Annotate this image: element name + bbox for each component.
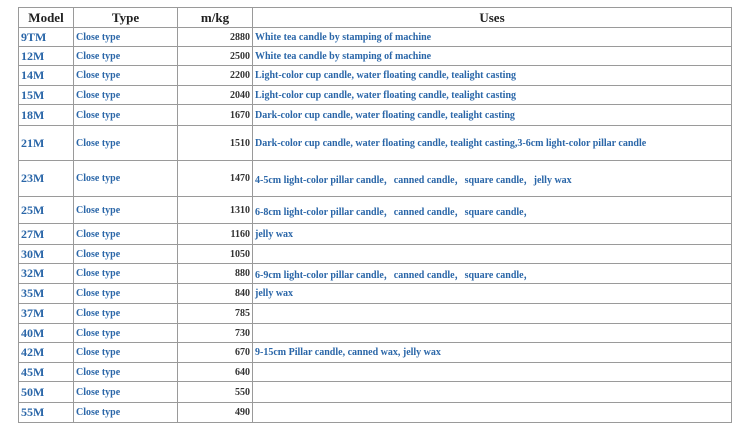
- table-row: [19, 126, 732, 161]
- type-cell: Close type: [74, 382, 178, 403]
- mkg-cell: 1310: [178, 197, 253, 224]
- table-row: [19, 284, 732, 304]
- mkg-cell: 490: [178, 403, 253, 423]
- mkg-cell: 2880: [178, 28, 253, 47]
- mkg-cell: 1470: [178, 161, 253, 197]
- type-cell: Close type: [74, 28, 178, 47]
- mkg-cell: 785: [178, 304, 253, 324]
- table-row: [19, 105, 732, 126]
- mkg-cell: 1510: [178, 126, 253, 161]
- model-cell: 25M: [19, 197, 74, 224]
- mkg-cell: 730: [178, 324, 253, 343]
- type-cell: Close type: [74, 126, 178, 161]
- type-cell: Close type: [74, 403, 178, 423]
- model-cell: 15M: [19, 86, 74, 105]
- table-row: [19, 343, 732, 363]
- table-body: [19, 28, 732, 423]
- table-row: [19, 245, 732, 264]
- table-row: [19, 47, 732, 66]
- wick-spec-table: [18, 7, 732, 423]
- model-cell: 9TM: [19, 28, 74, 47]
- type-cell: Close type: [74, 284, 178, 304]
- mkg-cell: 840: [178, 284, 253, 304]
- uses-cell: Light-color cup candle, water floating candle, tealight casting: [253, 66, 732, 86]
- uses-cell: Dark-color cup candle, water floating candle, tealight casting: [253, 105, 732, 126]
- model-cell: 14M: [19, 66, 74, 86]
- uses-cell: White tea candle by stamping of machine: [253, 28, 732, 47]
- uses-cell: [253, 382, 732, 403]
- model-cell: 12M: [19, 47, 74, 66]
- uses-cell: jelly wax: [253, 284, 732, 304]
- table-row: [19, 66, 732, 86]
- table-row: [19, 403, 732, 423]
- uses-cell: [253, 324, 732, 343]
- type-cell: Close type: [74, 245, 178, 264]
- header-mkg: m/kg: [178, 8, 253, 28]
- uses-cell: jelly wax: [253, 224, 732, 245]
- mkg-cell: 2200: [178, 66, 253, 86]
- header-type: Type: [74, 8, 178, 28]
- table-row: [19, 382, 732, 403]
- table-row: [19, 161, 732, 197]
- table-row: [19, 304, 732, 324]
- model-cell: 27M: [19, 224, 74, 245]
- uses-cell: [253, 245, 732, 264]
- uses-cell: 6-8cm light-color pillar candle，canned candle，square candle，: [253, 197, 732, 224]
- table-row: [19, 224, 732, 245]
- uses-cell: [253, 304, 732, 324]
- model-cell: 30M: [19, 245, 74, 264]
- type-cell: Close type: [74, 86, 178, 105]
- model-cell: 18M: [19, 105, 74, 126]
- model-cell: 23M: [19, 161, 74, 197]
- mkg-cell: 880: [178, 264, 253, 284]
- uses-cell: [253, 363, 732, 382]
- model-cell: 35M: [19, 284, 74, 304]
- model-cell: 45M: [19, 363, 74, 382]
- table-row: [19, 197, 732, 224]
- wick-spec-table-container: [18, 7, 732, 423]
- type-cell: Close type: [74, 105, 178, 126]
- table-row: [19, 264, 732, 284]
- mkg-cell: 1050: [178, 245, 253, 264]
- uses-cell: Light-color cup candle, water floating candle, tealight casting: [253, 86, 732, 105]
- model-cell: 32M: [19, 264, 74, 284]
- model-cell: 55M: [19, 403, 74, 423]
- type-cell: Close type: [74, 197, 178, 224]
- uses-cell: 6-9cm light-color pillar candle，canned candle，square candle，: [253, 264, 732, 284]
- uses-cell: 4-5cm light-color pillar candle，canned candle，square candle，jelly wax: [253, 161, 732, 197]
- uses-cell: White tea candle by stamping of machine: [253, 47, 732, 66]
- type-cell: Close type: [74, 161, 178, 197]
- uses-cell: Dark-color cup candle, water floating candle, tealight casting,3-6cm light-color pillar candle: [253, 126, 732, 161]
- mkg-cell: 670: [178, 343, 253, 363]
- mkg-cell: 1160: [178, 224, 253, 245]
- table-row: [19, 324, 732, 343]
- header-uses: Uses: [253, 8, 732, 28]
- type-cell: Close type: [74, 363, 178, 382]
- type-cell: Close type: [74, 264, 178, 284]
- mkg-cell: 2040: [178, 86, 253, 105]
- uses-cell: 9-15cm Pillar candle, canned wax, jelly wax: [253, 343, 732, 363]
- type-cell: Close type: [74, 324, 178, 343]
- mkg-cell: 2500: [178, 47, 253, 66]
- mkg-cell: 1670: [178, 105, 253, 126]
- model-cell: 40M: [19, 324, 74, 343]
- table-row: [19, 86, 732, 105]
- model-cell: 21M: [19, 126, 74, 161]
- model-cell: 50M: [19, 382, 74, 403]
- model-cell: 37M: [19, 304, 74, 324]
- mkg-cell: 550: [178, 382, 253, 403]
- table-row: [19, 28, 732, 47]
- header-model: Model: [19, 8, 74, 28]
- mkg-cell: 640: [178, 363, 253, 382]
- type-cell: Close type: [74, 224, 178, 245]
- type-cell: Close type: [74, 304, 178, 324]
- header-row: [19, 8, 732, 28]
- type-cell: Close type: [74, 47, 178, 66]
- type-cell: Close type: [74, 343, 178, 363]
- uses-cell: [253, 403, 732, 423]
- table-row: [19, 363, 732, 382]
- type-cell: Close type: [74, 66, 178, 86]
- model-cell: 42M: [19, 343, 74, 363]
